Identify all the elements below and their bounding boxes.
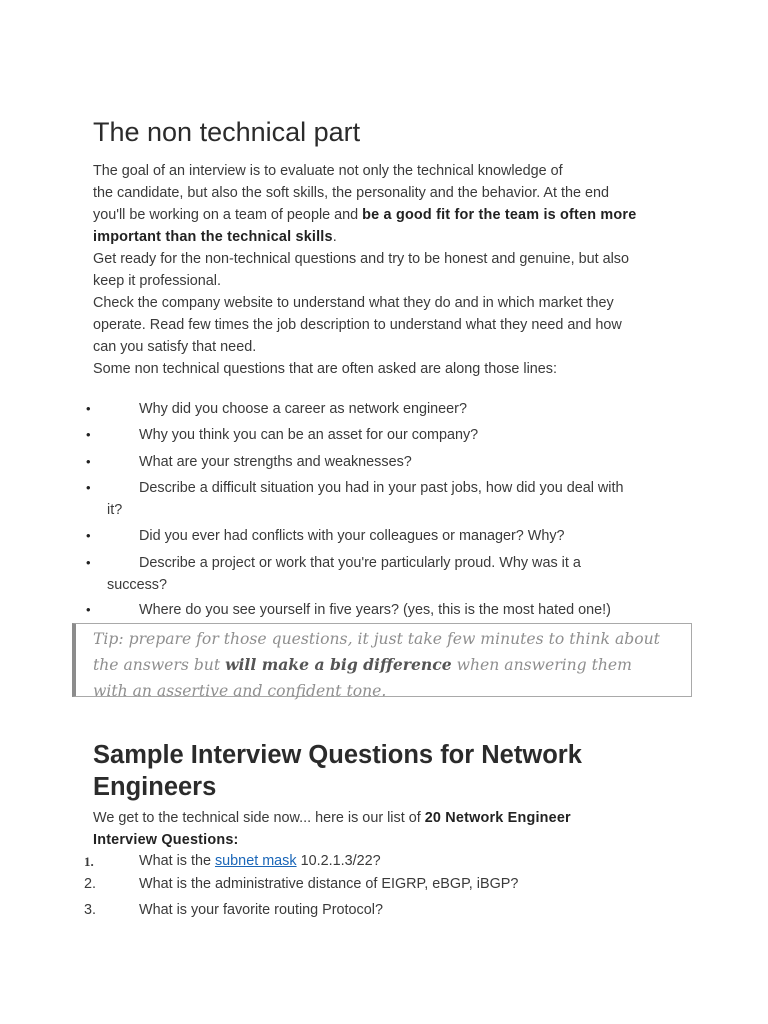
list-item: What is your favorite routing Protocol? xyxy=(139,902,383,918)
text-line: operate. Read few times the job description to understand what they need and how xyxy=(93,317,622,333)
bullet-icon: • xyxy=(86,454,91,469)
list-item-text: Where do you see yourself in five years? (yes, this is the most hated one!) xyxy=(139,602,611,618)
list-item xyxy=(107,451,687,473)
bold-text: will make a big difference xyxy=(225,655,452,674)
list-item xyxy=(107,424,687,446)
text-line: Get ready for the non-technical questions and try to be honest and genuine, but also xyxy=(93,251,630,267)
text-line: Check the company website to understand what they do and in which market they xyxy=(93,295,614,311)
text-span: 10.2.1.3/22? xyxy=(296,853,381,869)
list-item-text: Describe a project or work that you're particularly proud. Why was it a xyxy=(139,555,581,571)
text-span: the answers but xyxy=(93,656,226,674)
heading-line: Sample Interview Questions for Network xyxy=(93,741,582,769)
list-item-text: success? xyxy=(107,577,167,593)
list-item-text: Describe a difficult situation you had in your past jobs, how did you deal with xyxy=(139,480,624,496)
list-item xyxy=(107,552,687,596)
tip-text xyxy=(93,626,678,704)
bullet-icon: • xyxy=(86,427,91,442)
text-line: The goal of an interview is to evaluate not only the technical knowledge of xyxy=(93,163,563,179)
list-item xyxy=(107,525,687,547)
technical-intro-paragraph xyxy=(93,807,683,851)
text-span: We get to the technical side now... here is our list of xyxy=(93,810,425,826)
questions-intro-paragraph: Some non technical questions that are often asked are along those lines: xyxy=(93,361,557,377)
list-number: 2. xyxy=(84,876,97,892)
heading-line: Engineers xyxy=(93,773,217,801)
list-item: What is the administrative distance of EIGRP, eBGP, iBGP? xyxy=(139,876,519,892)
bold-text: Interview Questions: xyxy=(93,832,239,848)
text-line xyxy=(93,226,683,248)
text-line: keep it professional. xyxy=(93,273,221,289)
text-line: the candidate, but also the soft skills, the personality and the behavior. At the end xyxy=(93,185,610,201)
text-line: Tip: prepare for those questions, it just take few minutes to think about xyxy=(93,630,660,648)
bullet-icon: • xyxy=(86,528,91,543)
list-item-text: Why you think you can be an asset for our company? xyxy=(139,427,479,443)
text-span: you'll be working on a team of people and xyxy=(93,207,363,223)
list-item xyxy=(107,477,687,521)
list-item-text: Why did you choose a career as network engineer? xyxy=(139,401,467,417)
bold-text: 20 Network Engineer xyxy=(424,810,571,826)
bullet-icon: • xyxy=(86,401,91,416)
bold-text: important than the technical skills xyxy=(93,229,333,245)
text-span: What is the xyxy=(139,853,215,869)
list-number: 3. xyxy=(84,902,97,918)
intro-paragraph xyxy=(93,160,683,248)
text-line: with an assertive and confident tone. xyxy=(93,682,387,700)
subnet-mask-link[interactable]: subnet mask xyxy=(214,853,297,869)
list-item-text: What are your strengths and weaknesses? xyxy=(139,454,412,470)
bullet-icon: • xyxy=(86,555,91,570)
bullet-icon: • xyxy=(86,602,91,617)
text-line xyxy=(93,829,683,851)
bullet-icon: • xyxy=(86,480,91,495)
list-item-text: Did you ever had conflicts with your colleagues or manager? Why? xyxy=(139,528,565,544)
bold-text: be a good fit for the team is often more xyxy=(362,207,637,223)
text-line xyxy=(93,652,678,678)
preparation-paragraph xyxy=(93,248,683,292)
list-number: 1. xyxy=(84,854,94,869)
list-item xyxy=(139,850,381,872)
text-line xyxy=(93,807,683,829)
section-heading: The non technical part xyxy=(93,117,361,147)
text-span: when answering them xyxy=(451,656,632,674)
list-item xyxy=(107,599,687,621)
research-paragraph xyxy=(93,292,683,358)
section-heading xyxy=(93,739,693,803)
text-line xyxy=(93,204,683,226)
list-item xyxy=(107,398,687,420)
text-span: . xyxy=(332,229,337,245)
text-line: can you satisfy that need. xyxy=(93,339,257,355)
list-item-text: it? xyxy=(107,502,123,518)
